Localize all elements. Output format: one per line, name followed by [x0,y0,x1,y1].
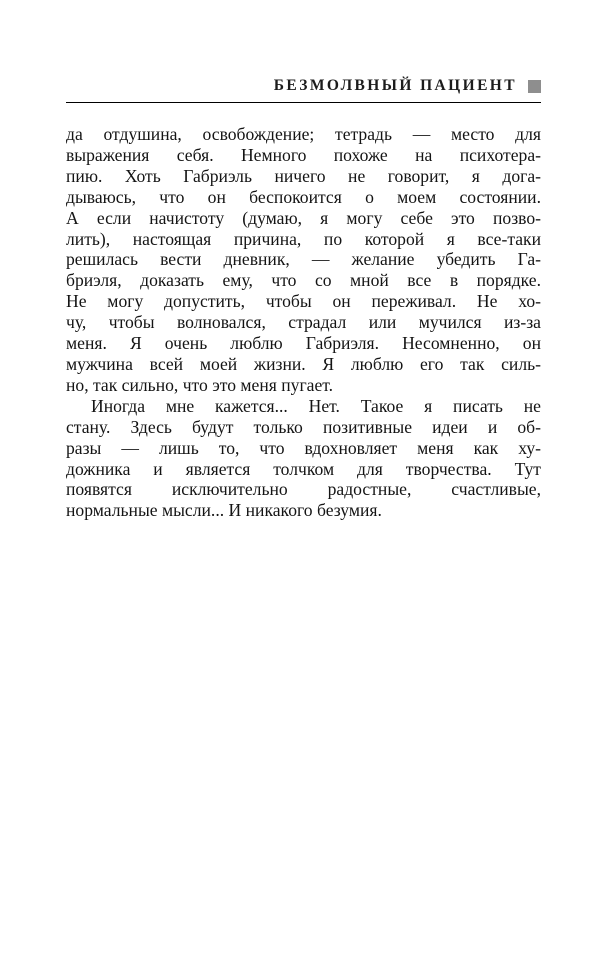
text-line: меня. Я очень люблю Габриэля. Несомненно, он [66,333,541,354]
text-line: пию. Хоть Габриэль ничего не говорит, я дога- [66,165,541,186]
text-line: мужчина всей моей жизни. Я люблю его так силь- [66,353,541,374]
text-line: бриэля, доказать ему, что со мной все в порядке. [66,270,541,291]
text-line: да отдушина, освобождение; тетрадь — место для [66,124,541,144]
text-line: лить), настоящая причина, по которой я все-таки [66,228,541,249]
paragraph [66,124,541,396]
text-line: выражения себя. Немного похоже на психотера- [66,144,541,165]
text-line: дожника и является толчком для творчества. Тут [66,458,541,479]
text-line: дываюсь, что он беспокоится о моем состоянии. [66,186,541,207]
text-line: стану. Здесь будут только позитивные идеи и об- [66,416,541,437]
running-header [66,76,541,96]
text-line: чу, чтобы волновался, страдал или мучился из-за [66,312,541,333]
running-header-title: БЕЗМОЛВНЫЙ ПАЦИЕНТ [273,77,517,94]
header-rule [66,102,541,103]
text-line: Не могу допустить, чтобы он переживал. Не хо- [66,291,541,312]
text-line: появятся исключительно радостные, счастливые, [66,479,541,500]
page-body [66,124,541,521]
text-line: нормальные мысли... И никакого безумия. [66,500,382,521]
paragraph [66,396,541,521]
text-line: Иногда мне кажется... Нет. Такое я писать не [91,395,541,416]
text-line: разы — лишь то, что вдохновляет меня как ху- [66,437,541,458]
text-line: А если начистоту (думаю, я могу себе это позво- [66,207,541,228]
text-line: решилась вести дневник, — желание убедить Га- [66,249,541,270]
header-ornament-square-icon [528,80,541,93]
text-line: но, так сильно, что это меня пугает. [66,374,334,395]
